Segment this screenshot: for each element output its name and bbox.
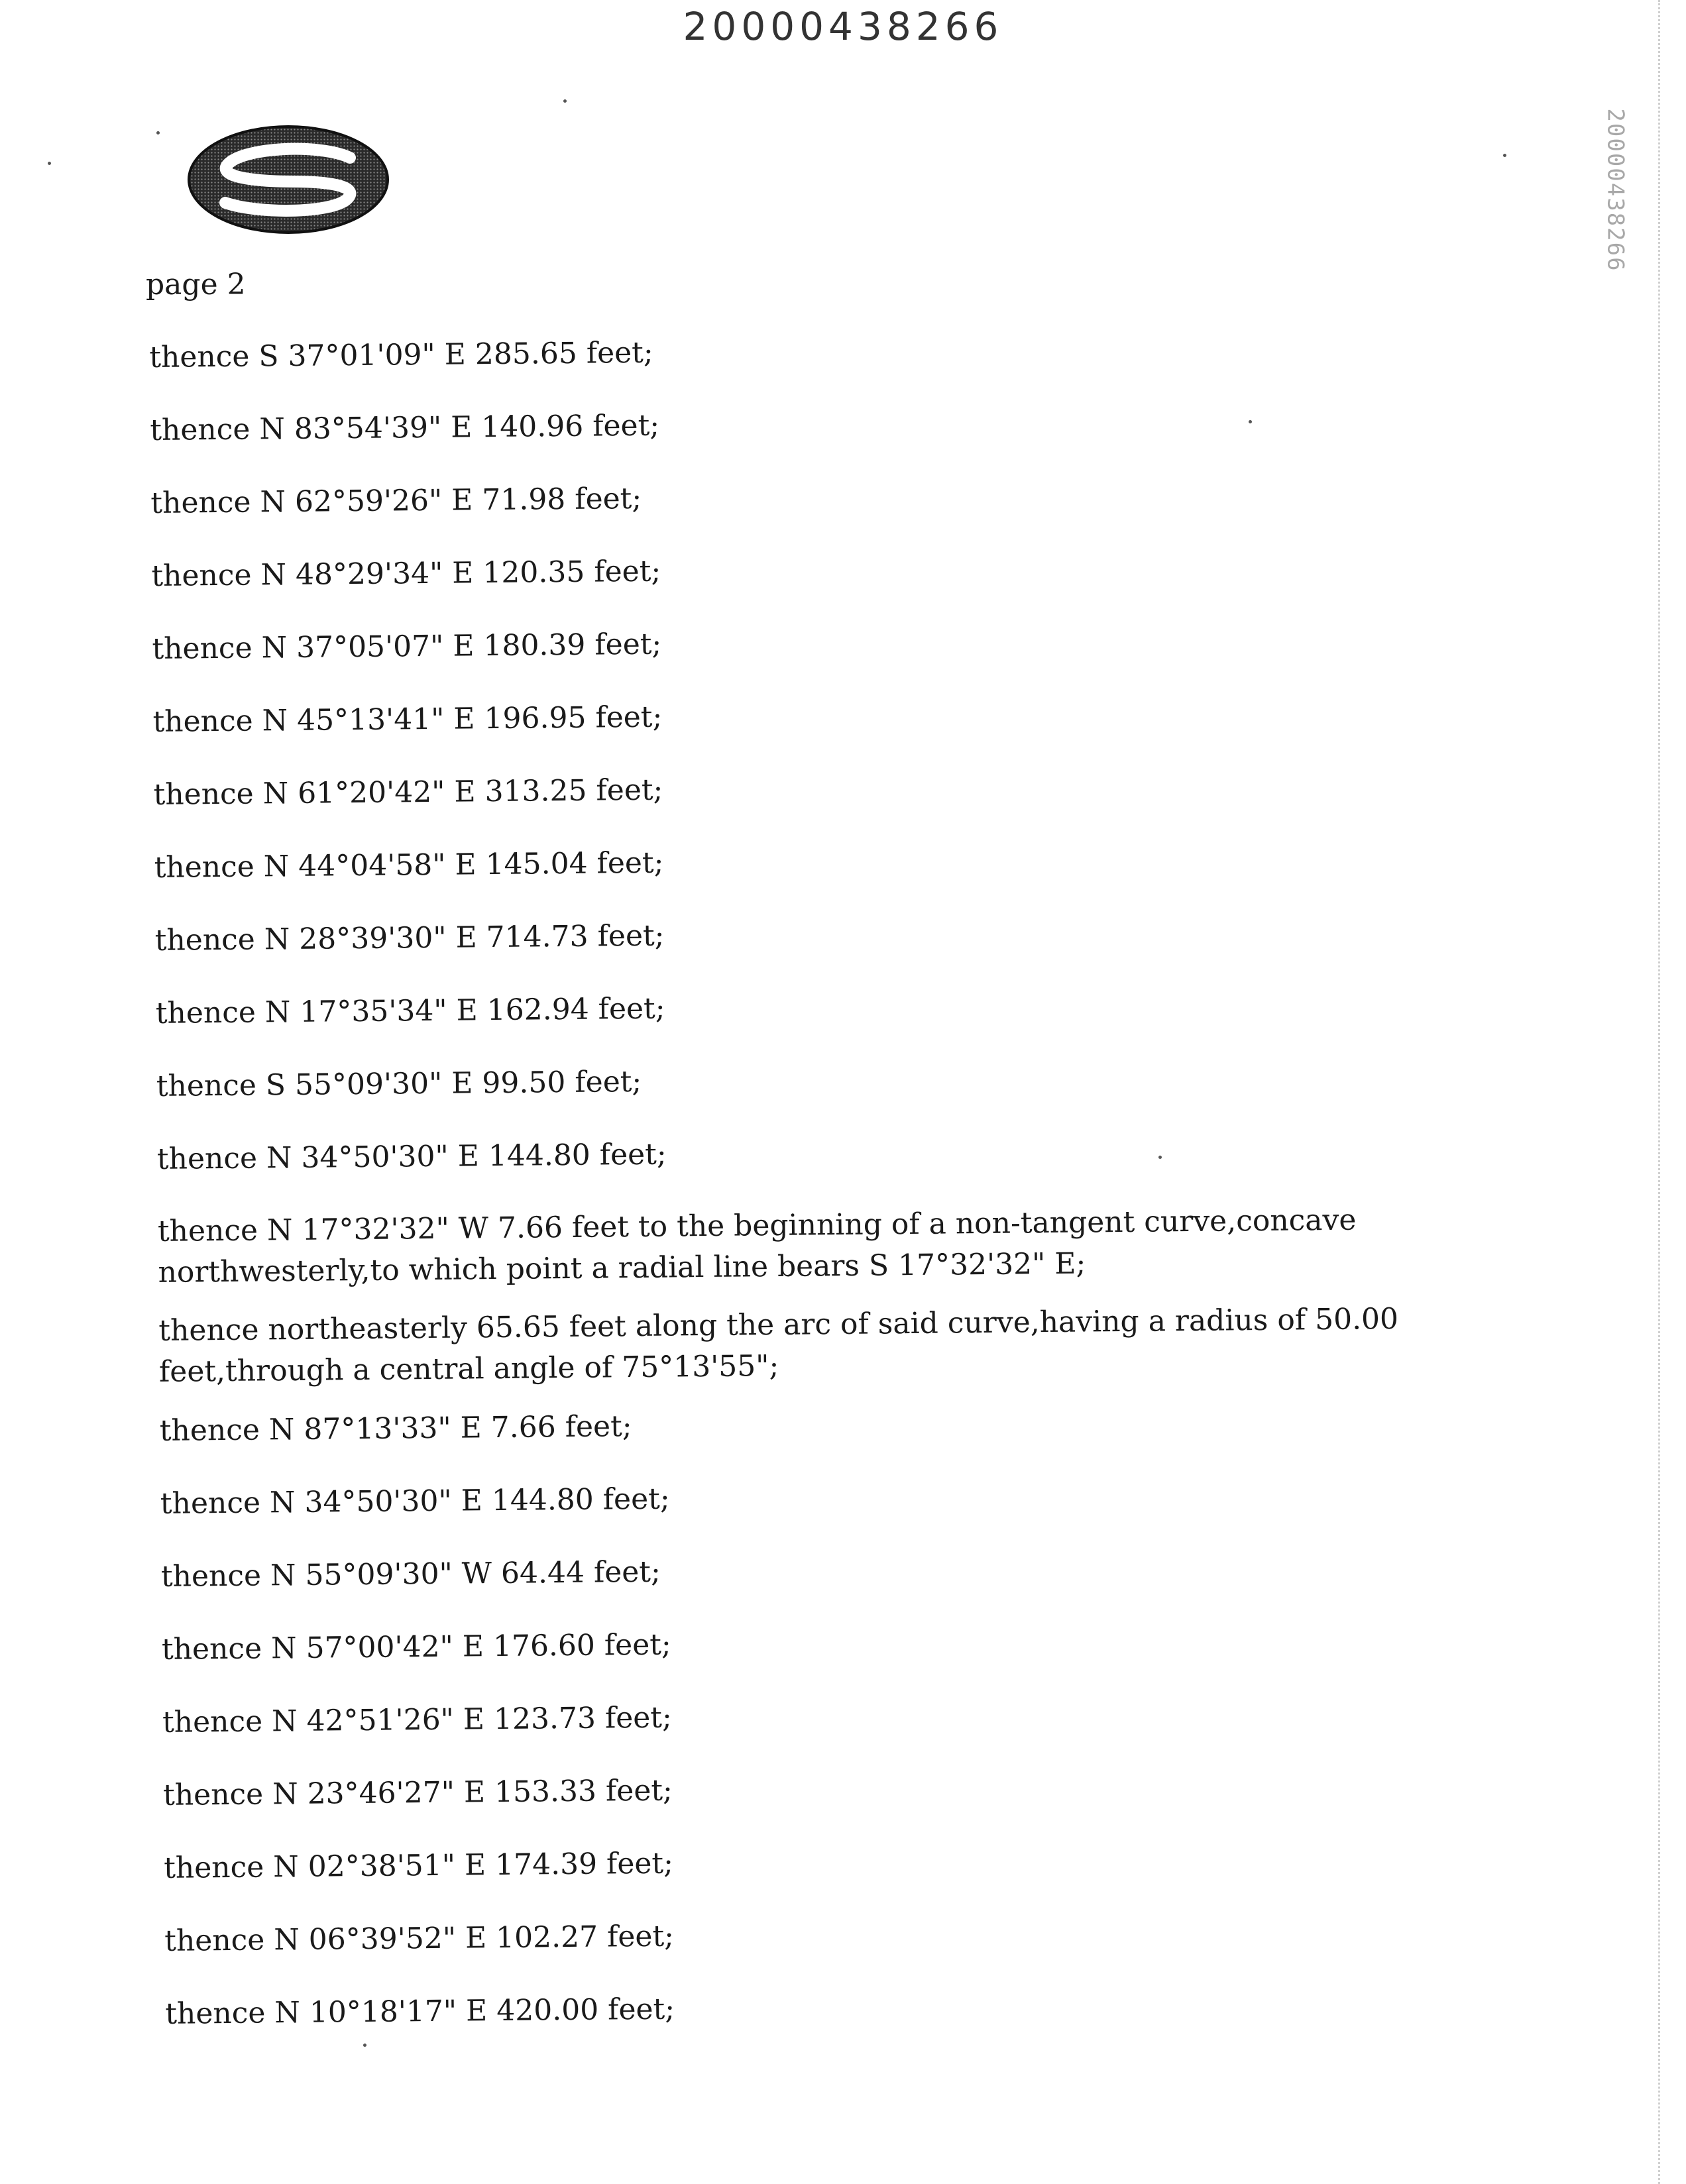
course-line: thence N 48°29'34" E 120.35 feet; bbox=[151, 554, 661, 593]
scan-speck bbox=[563, 99, 567, 103]
course-line: thence S 55°09'30" E 99.50 feet; bbox=[156, 1064, 642, 1103]
course-line: thence N 02°38'51" E 174.39 feet; bbox=[163, 1846, 674, 1885]
company-logo bbox=[187, 125, 390, 235]
course-line: thence N 17°35'34" E 162.94 feet; bbox=[155, 991, 665, 1030]
course-line: thence N 42°51'26" E 123.73 feet; bbox=[162, 1700, 673, 1739]
course-line: thence N 45°13'41" E 196.95 feet; bbox=[152, 700, 663, 739]
scan-speck bbox=[1249, 420, 1252, 423]
course-line: thence N 28°39'30" E 714.73 feet; bbox=[154, 918, 665, 957]
course-line: thence N 55°09'30" W 64.44 feet; bbox=[160, 1555, 661, 1594]
scan-speck bbox=[156, 131, 160, 135]
course-line-curve-arc: thence northeasterly 65.65 feet along the arc of said curve,having a radius of 50.00 feet,through a central angle of 75°13'55"; bbox=[158, 1301, 1399, 1389]
scan-speck bbox=[1503, 154, 1506, 157]
course-line: thence N 62°59'26" E 71.98 feet; bbox=[150, 481, 642, 520]
course-line: thence N 37°05'07" E 180.39 feet; bbox=[152, 627, 662, 666]
course-line: thence N 57°00'42" E 176.60 feet; bbox=[161, 1627, 671, 1666]
scan-speck bbox=[363, 2044, 366, 2047]
course-line: thence N 34°50'30" E 144.80 feet; bbox=[156, 1137, 667, 1176]
course-line: thence N 87°13'33" E 7.66 feet; bbox=[159, 1409, 632, 1448]
course-line-curve-start: thence N 17°32'32" W 7.66 feet to the beginning of a non-tangent curve,concave northwesterly,to which point a radial line bears S 17°32'32" E; bbox=[157, 1203, 1357, 1289]
scan-speck bbox=[48, 162, 51, 165]
course-line: thence N 34°50'30" E 144.80 feet; bbox=[160, 1482, 670, 1521]
document-number: 20000438266 bbox=[683, 4, 1003, 49]
course-line: thence N 83°54'39" E 140.96 feet; bbox=[150, 408, 660, 447]
course-line: thence S 37°01'09" E 285.65 feet; bbox=[149, 335, 653, 374]
margin-stamp: 20000438266 bbox=[1602, 108, 1630, 272]
course-line: thence N 06°39'52" E 102.27 feet; bbox=[164, 1919, 675, 1958]
scan-edge-line bbox=[1658, 0, 1660, 2184]
legal-description bbox=[149, 323, 1597, 2066]
course-line: thence N 10°18'17" E 420.00 feet; bbox=[165, 1992, 675, 2031]
scan-speck bbox=[1158, 1156, 1162, 1159]
page-label: page 2 bbox=[146, 268, 246, 301]
course-line: thence N 23°46'27" E 153.33 feet; bbox=[162, 1773, 673, 1812]
course-line: thence N 44°04'58" E 145.04 feet; bbox=[154, 846, 664, 885]
course-line: thence N 61°20'42" E 313.25 feet; bbox=[153, 773, 663, 812]
